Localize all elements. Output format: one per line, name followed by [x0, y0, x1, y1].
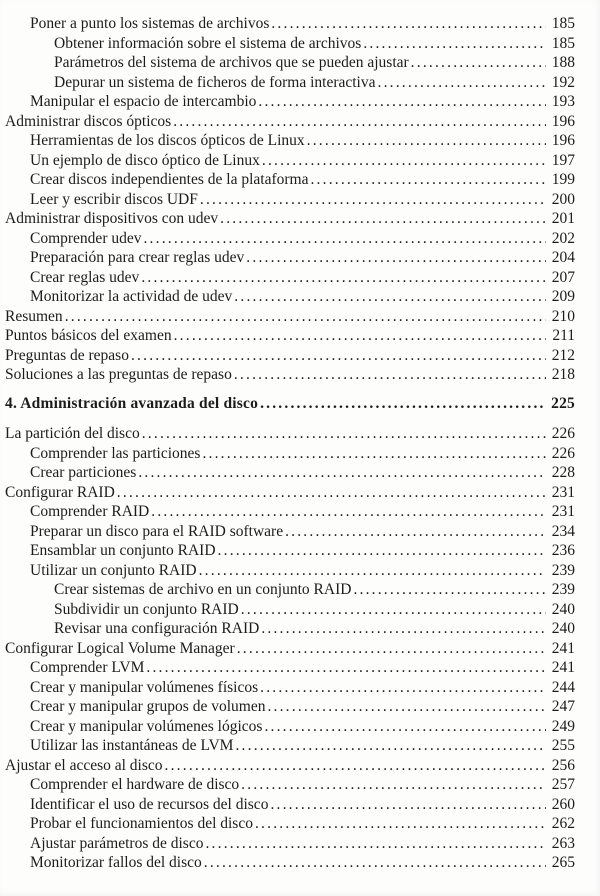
toc-entry-page: 263: [551, 834, 575, 852]
toc-entry: [5, 483, 575, 503]
toc-entry-label: Probar el funcionamientos del disco: [30, 815, 253, 832]
dot-leader: [65, 307, 546, 327]
toc-chapter-heading: [5, 394, 575, 414]
toc-entry-page: 231: [551, 483, 575, 501]
toc-entry-label: 4. Administración avanzada del disco: [5, 394, 259, 412]
toc-entry: [5, 853, 575, 873]
toc-entry-page: 239: [551, 561, 575, 579]
toc-entry: [5, 112, 575, 132]
dot-leader: [218, 541, 546, 561]
dot-leader: [205, 834, 546, 854]
dot-leader: [271, 14, 546, 34]
toc-entry-page: 196: [551, 112, 575, 130]
dot-leader: [411, 53, 546, 73]
toc-entry-page: 257: [551, 776, 575, 793]
toc-entry-page: 188: [551, 54, 575, 71]
toc-entry: [5, 756, 575, 776]
toc-entry: [5, 424, 575, 444]
dot-leader: [173, 112, 546, 132]
toc-entry: [5, 151, 575, 171]
dot-leader: [141, 268, 546, 288]
toc-entry-page: 185: [551, 15, 575, 32]
toc-entry-label: Comprender el hardware de disco: [30, 776, 240, 793]
toc-entry-label: Crear y manipular volúmenes físicos: [30, 678, 259, 696]
toc-entry: [5, 795, 575, 815]
toc-entry-page: 185: [551, 34, 575, 52]
toc-entry-label: Comprender udev: [30, 229, 142, 247]
toc-entry: [5, 522, 575, 542]
dot-leader: [241, 775, 546, 795]
dot-leader: [142, 424, 546, 444]
dot-leader: [199, 561, 546, 581]
dot-leader: [285, 522, 546, 542]
toc-entry: [5, 170, 575, 190]
toc-entry: [5, 346, 575, 366]
toc-entry: [5, 190, 575, 210]
toc-entry-label: La partición del disco: [5, 425, 140, 442]
toc-entry: [5, 639, 575, 659]
toc-entry-label: Ajustar parámetros de disco: [30, 834, 204, 852]
toc-entry: [5, 814, 575, 834]
dot-leader: [378, 73, 547, 93]
dot-leader: [310, 170, 546, 190]
toc-entry-label: Subdividir un conjunto RAID: [54, 600, 239, 618]
toc-entry: [5, 678, 575, 698]
dot-leader: [174, 326, 546, 346]
toc-entry-label: Un ejemplo de disco óptico de Linux: [30, 151, 260, 169]
toc-entry-page: 204: [551, 249, 575, 266]
toc-entry: [5, 209, 575, 229]
toc-entry-page: 225: [551, 394, 575, 412]
toc-entry-label: Monitorizar la actividad de udev: [30, 288, 233, 305]
dot-leader: [165, 756, 546, 776]
toc-entry: [5, 717, 575, 737]
toc-entry-label: Administrar dispositivos con udev: [5, 210, 219, 227]
toc-entry-label: Comprender RAID: [30, 503, 150, 520]
toc-entry-label: Resumen: [5, 307, 63, 325]
dot-leader: [143, 229, 546, 249]
toc-entry-label: Preparación para crear reglas udev: [30, 249, 245, 266]
dot-leader: [204, 853, 546, 873]
toc-entry: [5, 444, 575, 464]
toc-entry-label: Leer y escribir discos UDF: [30, 190, 198, 208]
dot-leader: [258, 92, 546, 112]
toc-entry-page: 212: [551, 346, 575, 364]
dot-leader: [235, 736, 546, 756]
dot-leader: [241, 600, 546, 620]
toc-entry-page: 210: [551, 307, 575, 325]
toc-entry-page: 193: [551, 93, 575, 110]
toc-entry-page: 192: [551, 73, 575, 91]
toc-entry-label: Crear reglas udev: [30, 268, 140, 286]
toc-entry-label: Soluciones a las preguntas de repaso: [5, 366, 232, 383]
toc-entry: [5, 73, 575, 93]
toc-entry-label: Puntos básicos del examen: [5, 327, 172, 344]
toc-entry-label: Identificar el uso de recursos del disco: [30, 795, 269, 813]
toc-entry: [5, 502, 575, 522]
dot-leader: [234, 287, 546, 307]
toc-entry-label: Comprender LVM: [30, 659, 145, 676]
toc-entry-label: Manipular el espacio de intercambio: [30, 93, 257, 110]
dot-leader: [255, 814, 546, 834]
toc-entry: [5, 326, 575, 346]
toc-entry: [5, 287, 575, 307]
toc-entry-label: Utilizar las instantáneas de LVM: [30, 737, 234, 754]
toc-entry-page: 255: [551, 737, 575, 754]
toc-entry-page: 262: [551, 815, 575, 832]
toc-entry-page: 241: [551, 659, 575, 676]
toc-entry: [5, 736, 575, 756]
toc-entry-page: 239: [551, 581, 575, 598]
toc-entry-page: 226: [551, 444, 575, 462]
toc-entry-label: Monitorizar fallos del disco: [30, 854, 202, 871]
toc-entry: [5, 92, 575, 112]
dot-leader: [261, 619, 546, 639]
toc-entry-label: Poner a punto los sistemas de archivos: [30, 15, 270, 32]
toc-entry: [5, 131, 575, 151]
toc-entry: [5, 14, 575, 34]
toc-entry-label: Preguntas de repaso: [5, 346, 129, 364]
toc-entry-label: Obtener información sobre el sistema de archivos: [54, 34, 362, 52]
toc-entry: [5, 268, 575, 288]
toc-entry-label: Crear y manipular grupos de volumen: [30, 698, 266, 715]
toc-entry-page: 240: [551, 600, 575, 618]
toc-entry-label: Utilizar un conjunto RAID: [30, 561, 197, 579]
dot-leader: [131, 346, 546, 366]
dot-leader: [146, 658, 546, 678]
toc-entry-label: Crear sistemas de archivo en un conjunto RAID: [54, 581, 352, 598]
dot-leader: [200, 190, 546, 210]
toc-entry-page: 244: [551, 678, 575, 696]
toc-entry-label: Parámetros del sistema de archivos que se pueden ajustar: [54, 54, 409, 71]
toc-entry-label: Administrar discos ópticos: [5, 112, 172, 130]
toc-entry-page: 199: [551, 171, 575, 188]
dot-leader: [353, 580, 546, 600]
toc-entry: [5, 561, 575, 581]
toc-entry-label: Crear y manipular volúmenes lógicos: [30, 717, 263, 735]
dot-leader: [202, 444, 546, 464]
toc-entry-page: 265: [551, 854, 575, 871]
dot-leader: [260, 394, 546, 414]
toc-entry: [5, 600, 575, 620]
toc-entry-page: 236: [551, 542, 575, 559]
toc-entry: [5, 365, 575, 385]
toc-entry-label: Preparar un disco para el RAID software: [30, 522, 284, 540]
toc-entry-page: 218: [551, 366, 575, 383]
dot-leader: [270, 795, 546, 815]
toc-entry: [5, 541, 575, 561]
toc-entry-label: Herramientas de los discos ópticos de Linux: [30, 132, 305, 149]
toc-entry-page: 209: [551, 288, 575, 305]
toc-entry-page: 241: [551, 639, 575, 657]
table-of-contents: [5, 14, 575, 873]
toc-entry: [5, 463, 575, 483]
toc-entry-page: 256: [551, 756, 575, 774]
toc-entry-label: Crear discos independientes de la plataforma: [30, 171, 309, 188]
toc-entry: [5, 580, 575, 600]
toc-entry-page: 207: [551, 268, 575, 286]
toc-entry-page: 240: [551, 620, 575, 637]
toc-entry-label: Ensamblar un conjunto RAID: [30, 542, 216, 559]
dot-leader: [237, 639, 546, 659]
toc-entry: [5, 834, 575, 854]
toc-entry-page: 226: [551, 425, 575, 442]
toc-entry-page: 202: [551, 229, 575, 247]
dot-leader: [151, 502, 546, 522]
toc-entry-page: 249: [551, 717, 575, 735]
toc-entry-page: 231: [551, 503, 575, 520]
toc-entry-label: Configurar RAID: [5, 483, 115, 501]
toc-entry-page: 260: [551, 795, 575, 813]
toc-entry-page: 247: [551, 698, 575, 715]
dot-leader: [220, 209, 546, 229]
toc-entry: [5, 619, 575, 639]
dot-leader: [117, 483, 546, 503]
dot-leader: [262, 151, 546, 171]
toc-entry-label: Depurar un sistema de ficheros de forma interactiva: [54, 73, 376, 91]
toc-entry: [5, 248, 575, 268]
toc-entry-page: 200: [551, 190, 575, 208]
toc-entry-page: 201: [551, 210, 575, 227]
dot-leader: [267, 697, 546, 717]
dot-leader: [234, 365, 546, 385]
toc-entry: [5, 53, 575, 73]
toc-entry: [5, 34, 575, 54]
toc-entry-label: Ajustar el acceso al disco: [5, 756, 163, 774]
toc-entry: [5, 658, 575, 678]
dot-leader: [246, 248, 546, 268]
toc-entry-page: 197: [551, 151, 575, 169]
toc-entry-page: 228: [551, 464, 575, 481]
dot-leader: [307, 131, 546, 151]
toc-entry-page: 211: [552, 327, 575, 344]
dot-leader: [264, 717, 546, 737]
toc-entry: [5, 775, 575, 795]
dot-leader: [138, 463, 546, 483]
dot-leader: [260, 678, 546, 698]
toc-entry-page: 234: [551, 522, 575, 540]
toc-entry-label: Crear particiones: [30, 464, 137, 481]
toc-entry-page: 196: [551, 132, 575, 149]
toc-entry: [5, 307, 575, 327]
dot-leader: [363, 34, 546, 54]
toc-entry: [5, 229, 575, 249]
toc-entry: [5, 697, 575, 717]
toc-entry-label: Configurar Logical Volume Manager: [5, 639, 235, 657]
toc-entry-label: Revisar una configuración RAID: [54, 620, 260, 637]
toc-entry-label: Comprender las particiones: [30, 444, 201, 462]
